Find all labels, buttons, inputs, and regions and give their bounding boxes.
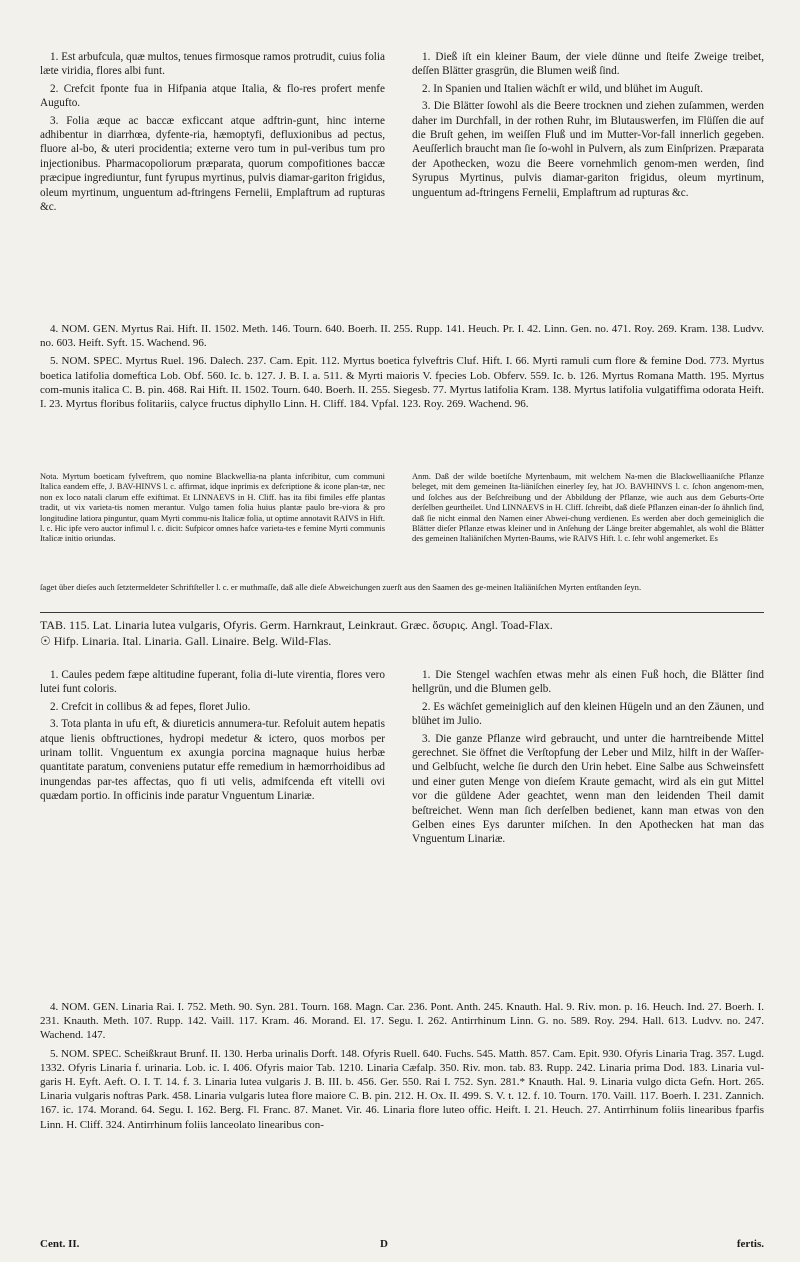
german-paragraph: 1. Dieß iſt ein kleiner Baum, der viele dünne und ſteife Zweige treibet, deſſen Blätter grasgrün, die Blumen weiß ſind. [412, 51, 764, 78]
myrtus-latin-column [40, 50, 385, 217]
footer-catchword: fertis. [736, 1238, 764, 1250]
german-paragraph: 2. In Spanien und Italien wächſt er wild, und blühet im Auguſt. [422, 82, 703, 95]
nom-spec-paragraph: 5. NOM. SPEC. Scheißkraut Brunf. II. 130. Herba urinalis Dorft. 148. Ofyris Ruell. 640. Fuchs. 545. Matth. 857. Cam. Epit. 930. Ofyris Linaria Trag. 357. Lugd. 1332. Ofyris Linaria f. urinaria. Lob. ic. I. 406. Ofyris maior Tab. 1210. Linaria Cæfalp. 350. Riv. mon. tab. 83. Rupp. 242. Linaria prima Dod. 183. Linaria vul-garis H. Eyft. Aeft. O. I. T. 14. f. 3. Linaria lutea vulgaris J. B. III. b. 456. Ger. 550. Rai I. 752. Syn. 281.* Knauth. Hal. 9. Linaria vulgo dicta Gefn. Hort. 265. Linaria vulgaris noftras Park. 458. Linaria vulgaris lutea flore maiore C. B. pin. 212. H. Ox. II. 499. S. V. t. 12. f. 10. Tourn. 170. Vaill. 117. Boerh. I. 231. Zannich. 167. ic. 174. Morand. 64. Segu. I. 162. Berg. Fl. Franc. 87. Manet. Vir. 46. Linaria flore luteo offic. Heift. I. 21. Heuch. 27. Antirrhinum foliis linearibus fparfis Linn. H. Cliff. 324. Antirrhinum foliis lanceolato linearibus con- [40, 1047, 764, 1131]
section-divider [40, 612, 764, 613]
latin-note: Nota. Myrtum boeticam fylveftrem, quo nomine Blackwellia-na planta infcribitur, cum communi Italica eandem effe, J. BAV-HINVS l. c. affirmat, idque inprimis ex defcriptione & icone plan-tæ, nec non ex loco natali clarum effe exiftimat. Et LINNAEVS in H. Cliff. has ita fibi fimiles effe plantas tradit, ut vix varieta-tis nomen merantur. Vulgo tamen folia huius plantæ paulo bre-viora & pro longitudine latiora pinguntur, quam Myrti commu-nis Italicæ folia, ut optime annotavit RAIVS in Hift. l. c. Hic ipfe vero auctor infimul l. c. dicit: Sufpicor omnes hafce varieta-tes e femine Myrti communis Italicæ initio oriundas. [40, 472, 385, 544]
nom-spec-paragraph: 5. NOM. SPEC. Myrtus Ruel. 196. Dalech. 237. Cam. Epit. 112. Myrtus boetica fylveftris Cluf. Hift. I. 66. Myrti ramuli cum flore & femine Dod. 773. Myrtus boetica latifolia domeftica Lob. Obf. 560. Ic. b. 127. J. B. I. a. 511. & Myrti maioris V. fpecies Lob. Obferv. 559. Ic. b. 126. Myrtus Romana Matth. 195. Myrtus com-munis italica C. B. pin. 468. Rai Hift. II. 1502. Tourn. 640. Boerh. II. 255. Siegesb. 77. Myrtus latifolia Kram. 138. Myrtus latifolia vulgatiffima odorata Heift. I. 23. Myrtus floribus folitariis, calyce fructus diphyllo Linn. H. Cliff. 184. Vpfal. 123. Roy. 269. Wachend. 96. [40, 355, 764, 411]
latin-paragraph: 3. Tota planta in ufu eft, & diureticis annumera-tur. Refoluit autem hepatis atque lienis obftructiones, hydropi medetur & ictero, quos morbos per urinam tollit. Vnguentum ex axungia porcina magnaque huius herbæ quantitate paratum, conveniens putatur effe remedium in hæmorrhoidibus ad inungendas par-tes affectas, quo fi uti velis, admifcenda eft vitelli ovi quædam portio. In officinis inde paratur Vnguentum Linariæ. [40, 718, 385, 803]
german-note-continuation: ſaget über dieſes auch ſetztermeldeter Schriftſteller l. c. er muthmaſſe, daß alle dieſe Abweichungen zuerſt aus den Saamen des ge-meinen Italiäniſchen Myrten entſtanden ſeyn. [40, 582, 642, 592]
nom-gen-paragraph: 4. NOM. GEN. Myrtus Rai. Hift. II. 1502. Meth. 146. Tourn. 640. Boerh. II. 255. Rupp. 141. Heuch. Pr. I. 42. Linn. Gen. no. 471. Roy. 269. Kram. 138. Ludvv. no. 603. Heift. Syft. 15. Wachend. 96. [40, 323, 764, 350]
latin-paragraph: 2. Crefcit in collibus & ad fepes, floret Julio. [50, 700, 251, 713]
nom-gen-paragraph: 4. NOM. GEN. Linaria Rai. I. 752. Meth. 90. Syn. 281. Tourn. 168. Magn. Car. 236. Pont. Anth. 245. Knauth. Hal. 9. Riv. mon. p. 16. Heuch. Ind. 27. Boerh. I. 231. Knauth. Meth. 107. Rupp. 142. Vaill. 117. Kram. 46. Morand. El. 17. Segu. I. 262. Antirrhinum Linn. G. no. 589. Roy. 294. Hall. 613. Ludvv. no. 247. Wachend. 147. [40, 1001, 764, 1042]
german-paragraph: 3. Die ganze Pflanze wird gebraucht, und unter die harntreibende Mittel gerechnet. Sie öffnet die Verſtopfung der Leber und Milz, hilft in der Waſſer- und Gelbſucht, welche ſie durch den Urin hebet. Eine Salbe aus Schweinsfett und einer guten Menge von dieſem Kraute gemacht, wird als ein gut Mittel vor die güldene Ader geachtet, wenn man den leidenden Theil damit beſtreichet. Wenn man ſich derſelben bedienet, kann man etwas von den Gelben eines Eys darunter miſchen. In den Apothecken hat man das Vnguentum Linariæ. [412, 732, 764, 846]
latin-paragraph: 3. Folia æque ac baccæ exficcant atque adftrin-gunt, hinc interne adhibentur in diarrhœa, dyfente-ria, hæmoptyfi, defluxionibus ad pectus, fluore al-bo, & uteri procidentia; externe vero tum in pul-veribus tum pro injectionibus. Pharmacopoliorum præparata, quorum compofitiones baccæ præcipue ingrediuntur, funt fyrupus myrtinus, pulvis diamar-gariton frigidus, oleum myrtinum, unguentum ad-ftringens Fernelii, Emplaftrum ad rupturas &c. [40, 114, 385, 214]
footer-signature: Cent. II. [40, 1238, 80, 1250]
plate-heading-line-2: ☉ Hifp. Linaria. Ital. Linaria. Gall. Linaire. Belg. Wild-Flas. [40, 634, 332, 648]
plate-heading-line-1: TAB. 115. Lat. Linaria lutea vulgaris, Ofyris. Germ. Harnkraut, Leinkraut. Græc. ὄσυρις. Angl. Toad-Flax. [40, 618, 553, 632]
german-paragraph: 2. Es wächſet gemeiniglich auf den kleinen Hügeln und an den Zäunen, und blühet im Julio. [412, 700, 764, 728]
linaria-german-column [412, 668, 764, 850]
latin-paragraph: 1. Caules pedem fæpe altitudine fuperant, folia di-lute virentia, flores vero lutei funt coloris. [40, 669, 385, 696]
latin-paragraph: 2. Crefcit fponte fua in Hifpania atque Italia, & flo-res profert menfe Augufto. [40, 82, 385, 110]
german-paragraph: 1. Die Stengel wachſen etwas mehr als einen Fuß hoch, die Blätter ſind hellgrün, und die Blumen gelb. [412, 669, 764, 696]
myrtus-nomenclature [40, 322, 764, 415]
linaria-nomenclature [40, 1000, 764, 1136]
myrtus-german-column [412, 50, 764, 203]
footer-gathering-mark: D [380, 1238, 388, 1250]
german-note: Anm. Daß der wilde boetiſche Myrtenbaum, mit welchem Na-men die Blackwelliaaniſche Pflanze beleget, mit dem gemeinen Ita-liäniſchen einerley ſey, hat JO. BAVHINVS l. c. ſchon angenom-men, und ſolches aus der Beſchreibung und der Abbildung der Pflanze, wie auch aus dem Geburts-Orte derſelben geurtheilet. Und LINNAEVS in H. Cliff. ſchreibt, daß dieſe Pflanzen einan-der ſo ähnlich ſind, daß ſie nicht einmal den Namen einer Abwei-chung verdienen. Es werden aber doch gemeiniglich die Blätter dieſer Pflanze etwas kleiner und in Anſehung der Länge breiter abgemahlet, als wohl die Blätter des gemeinen Italiäniſchen Myrten-Baums, wie RAIVS Hift. l. c. ſehr wohl angemerket. Es [412, 472, 764, 544]
latin-paragraph: 1. Est arbufcula, quæ multos, tenues firmosque ramos protrudit, cuius folia læte viridia, flores albi funt. [40, 51, 385, 78]
german-paragraph: 3. Die Blätter ſowohl als die Beere trocknen und ziehen zuſammen, werden daher im Durchfall, in der rothen Ruhr, im Blutauswerfen, im Flüſſen die auf die Bruſt gehen, im weiſſen Fluß und im Mutter-Vor-fall innerlich gegeben. Aeuſſerlich braucht man ſie ſo-wohl in Pulvern, als zum Einſprizen. Præparata der Apothecken, wozu die Beere vornehmlich genom-men werden, ſind Syrupus Myrtinus, pulvis diamar-gariton frigidus, oleum myrtinum, unguentum ad-ftringens Fernelii, Emplaftrum ad rupturas &c. [412, 100, 764, 199]
linaria-latin-column [40, 668, 385, 807]
